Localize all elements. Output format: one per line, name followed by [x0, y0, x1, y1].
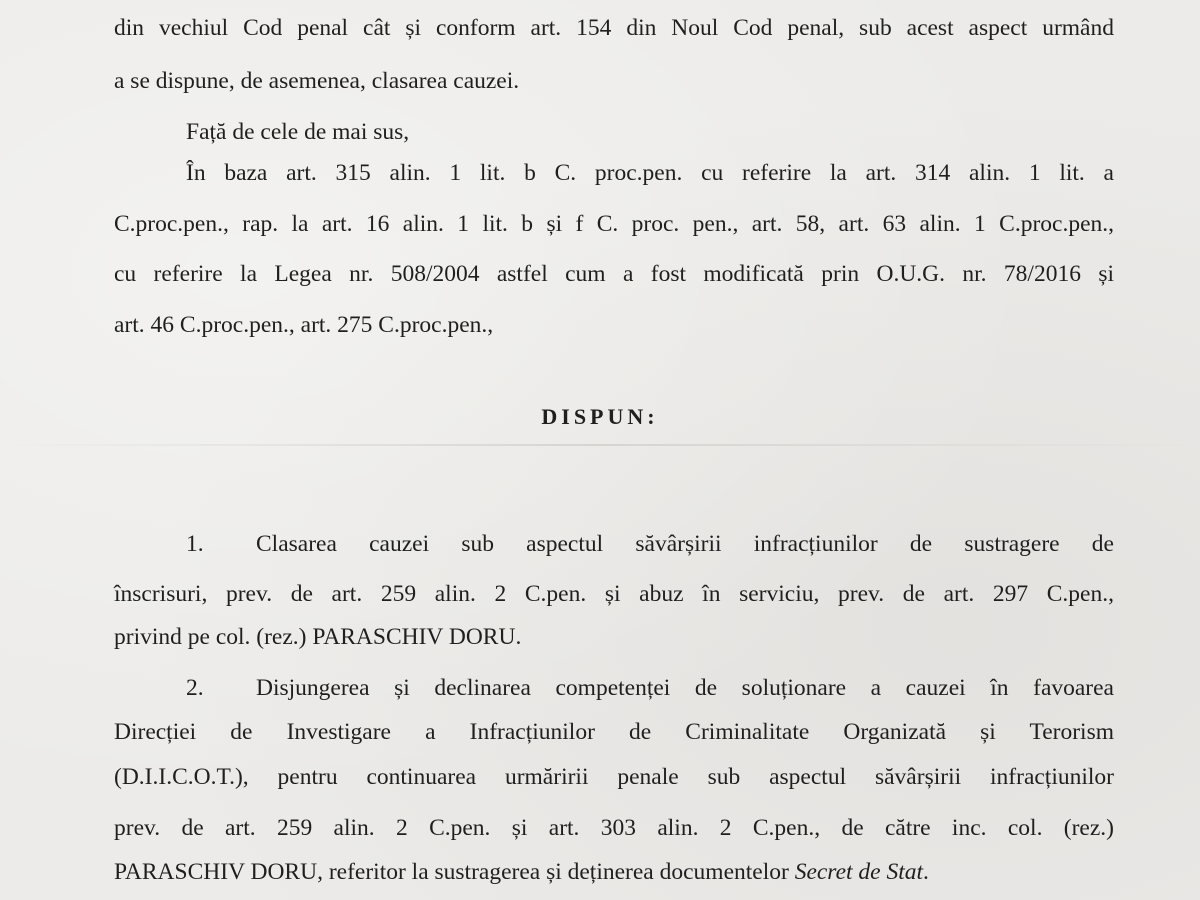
item-1-line-2: înscrisuri, prev. de art. 259 alin. 2 C.pen. și abuz în serviciu, prev. de art. 297 C.pen.,: [114, 581, 1114, 607]
baza-line-1: În baza art. 315 alin. 1 lit. b C. proc.pen. cu referire la art. 314 alin. 1 lit. a: [186, 160, 1114, 186]
dispun-heading: DISPUN:: [541, 404, 659, 429]
item-2-line-1: [186, 674, 1114, 702]
fata-line: Față de cele de mai sus,: [186, 119, 410, 145]
paper-fold: [0, 444, 1200, 446]
item-2-line-1-text: Disjungerea și declinarea competenței de soluționare a cauzei în favoarea: [256, 675, 1114, 701]
secret-de-stat-italic: Secret de Stat: [794, 859, 924, 885]
item-1-line-3: privind pe col. (rez.) PARASCHIV DORU.: [114, 624, 522, 650]
baza-line-4: art. 46 C.proc.pen., art. 275 C.proc.pen.,: [114, 312, 494, 338]
item-2-line-5: [114, 858, 1114, 886]
item-1-line-1: [186, 530, 1114, 558]
item-2-line-2: Direcției de Investigare a Infracțiunilor de Criminalitate Organizată și Terorism: [114, 719, 1114, 745]
item-2-line-3: (D.I.I.C.O.T.), pentru continuarea urmăririi penale sub aspectul săvârșirii infracțiunilor: [114, 764, 1114, 790]
intro-line-2: a se dispune, de asemenea, clasarea cauzei.: [114, 68, 520, 94]
intro-line-1: din vechiul Cod penal cât și conform art. 154 din Noul Cod penal, sub acest aspect urmând: [114, 15, 1114, 41]
item-2-line-5-text: PARASCHIV DORU, referitor la sustragerea și deținerea documentelor: [114, 859, 795, 885]
item-2-line-4: prev. de art. 259 alin. 2 C.pen. și art. 303 alin. 2 C.pen., de către inc. col. (rez.): [114, 815, 1114, 841]
baza-line-2: C.proc.pen., rap. la art. 16 alin. 1 lit. b și f C. proc. pen., art. 58, art. 63 alin. 1 C.proc.pen.,: [114, 211, 1114, 237]
item-1-number: 1.: [186, 531, 204, 557]
item-1-line-1-text: Clasarea cauzei sub aspectul săvârșirii infracțiunilor de sustragere de: [256, 531, 1114, 557]
baza-line-3: cu referire la Legea nr. 508/2004 astfel cum a fost modificată prin O.U.G. nr. 78/2016 și: [114, 261, 1114, 287]
item-2-number: 2.: [186, 675, 204, 701]
item-2-line-5-end: .: [923, 859, 929, 885]
